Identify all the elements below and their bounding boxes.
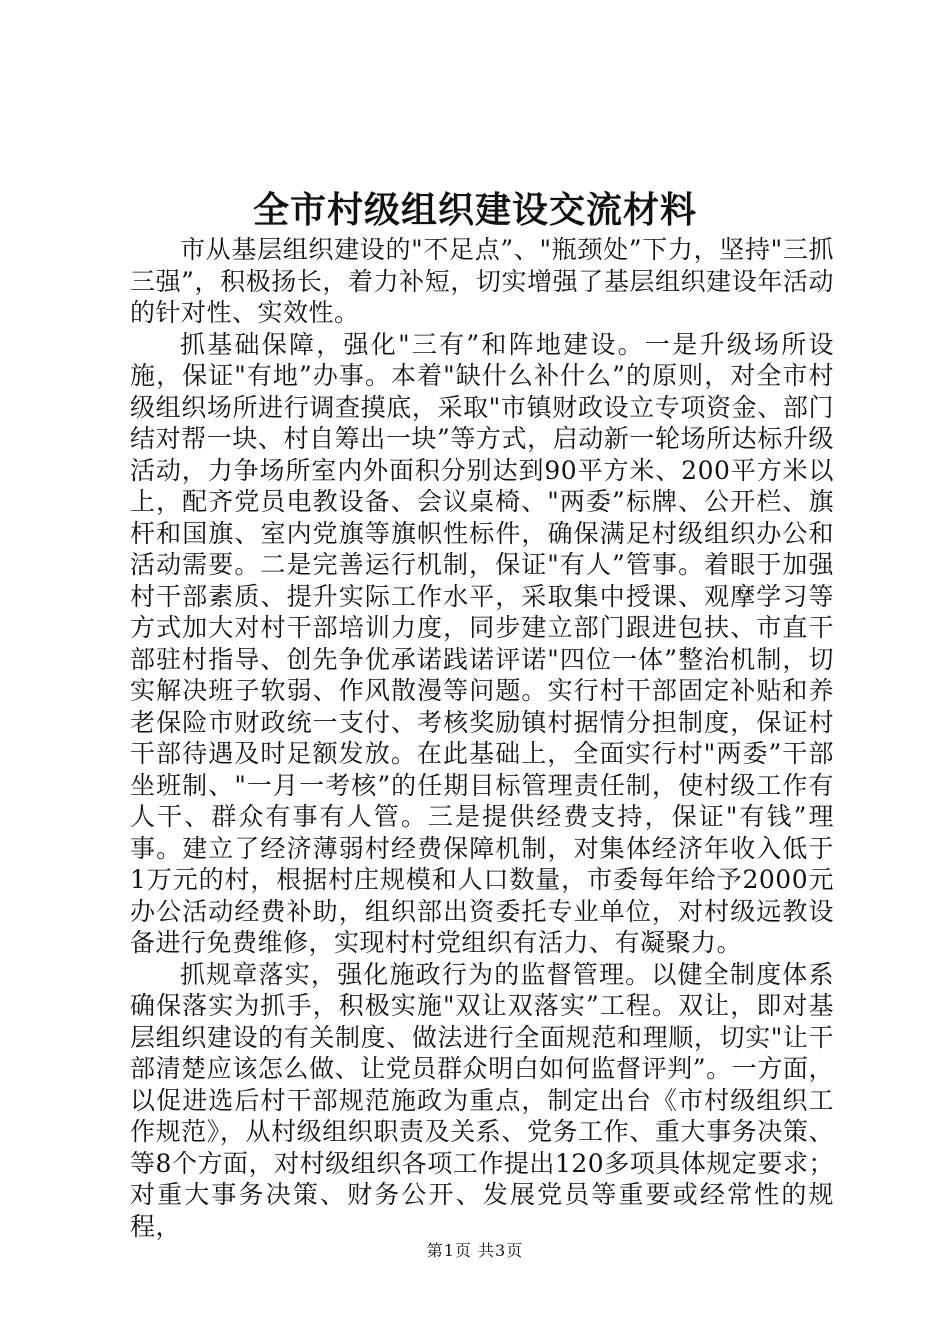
page-number-footer: 第1页 共3页	[426, 1241, 524, 1260]
document-body	[130, 234, 834, 1242]
paragraph-foundation: 抓基础保障，强化"三有”和阵地建设。一是升级场所设施，保证"有地”办事。本着"缺什么补什么”的原则，对全市村级组织场所进行调查摸底，采取"市镇财政设立专项资金、部门结对帮一块、村自筹出一块”等方式，启动新一轮场所达标升级活动，力争场所室内外面积分别达到90平方米、200平方米以上，配齐党员电教设备、会议桌椅、"两委”标牌、公开栏、旗杆和国旗、室内党旗等旗帜性标件，确保满足村级组织办公和活动需要。二是完善运行机制，保证"有人”管事。着眼于加强村干部素质、提升实际工作水平，采取集中授课、观摩学习等方式加大对村干部培训力度，同步建立部门跟进包扶、市直干部驻村指导、创先争优承诺践诺评诺"四位一体”整治机制，切实解决班子软弱、作风散漫等问题。实行村干部固定补贴和养老保险市财政统一支付、考核奖励镇村据情分担制度，保证村干部待遇及时足额发放。在此基础上，全面实行村"两委”干部坐班制、"一月一考核”的任期目标管理责任制，使村级工作有人干、群众有事有人管。三是提供经费支持，保证"有钱”理事。建立了经济薄弱村经费保障机制，对集体经济年收入低于1万元的村，根据村庄规模和人口数量，市委每年给予2000元办公活动经费补助，组织部出资委托专业单位，对村级远教设备进行免费维修，实现村村党组织有活力、有凝聚力。	[130, 329, 834, 957]
paragraph-intro: 市从基层组织建设的"不足点”、"瓶颈处”下力，坚持"三抓三强”，积极扬长，着力补短，切实增强了基层组织建设年活动的针对性、实效性。	[130, 235, 834, 327]
paragraph-regulations: 抓规章落实，强化施政行为的监督管理。以健全制度体系确保落实为抓手，积极实施"双让双落实”工程。双让，即对基层组织建设的有关制度、做法进行全面规范和理顺，切实"让干部清楚应该怎么做、让党员群众明白如何监督评判”。一方面，以促进选后村干部规范施政为重点，制定出台《市村级组织工作规范》，从村级组织职责及关系、党务工作、重大事务决策、等8个方面，对村级组织各项工作提出120多项具体规定要求；对重大事务决策、财务公开、发展党员等重要或经常性的规程，	[130, 959, 834, 1241]
document-title: 全市村级组织建设交流材料	[252, 189, 697, 231]
